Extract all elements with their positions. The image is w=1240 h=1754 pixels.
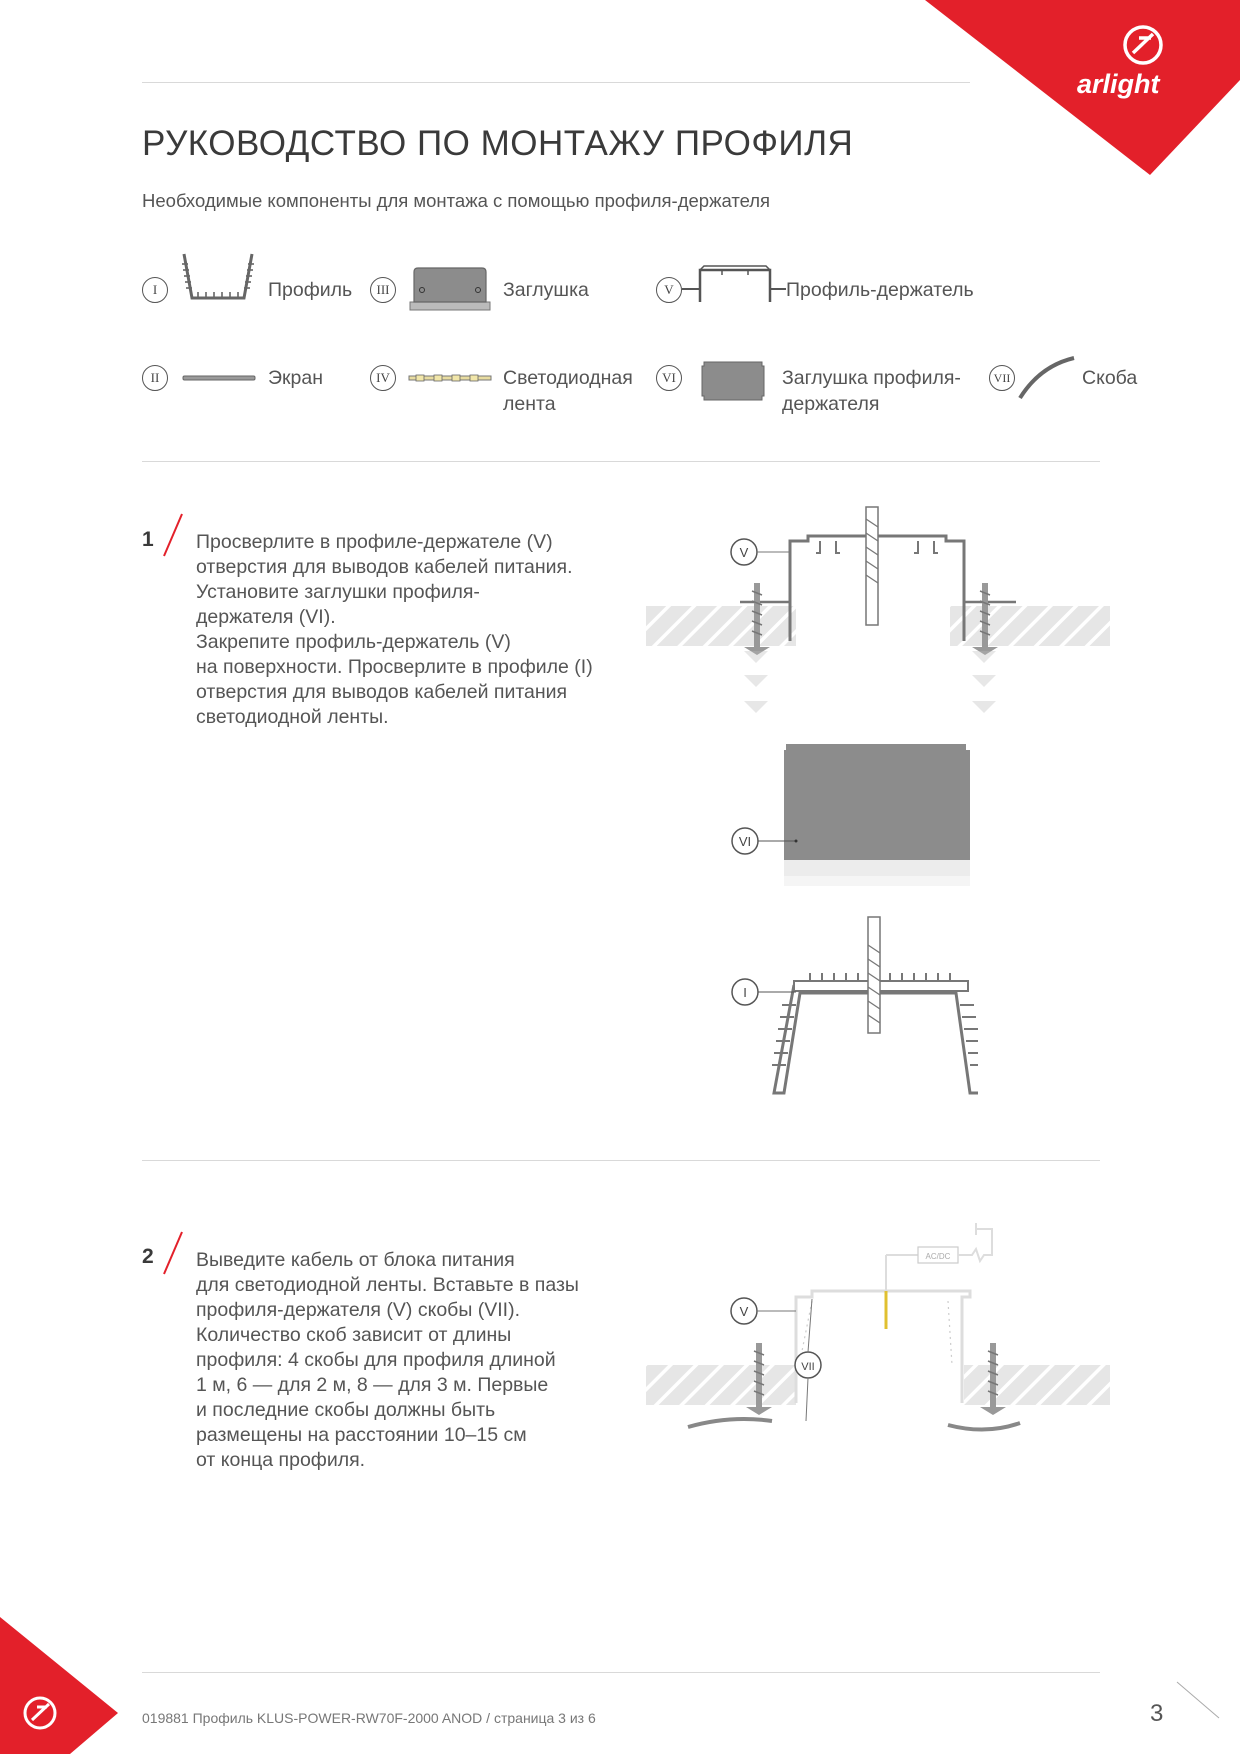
step-number: 2 — [142, 1245, 154, 1268]
page-title: РУКОВОДСТВО ПО МОНТАЖУ ПРОФИЛЯ — [142, 124, 854, 163]
svg-text:I: I — [743, 985, 747, 1000]
holder-mounting-diagram — [640, 505, 1110, 730]
screen-icon — [182, 374, 256, 382]
holder-profile-icon — [682, 262, 786, 308]
component-label: Заглушка профиля-держателя — [782, 367, 961, 415]
numeral-badge: VI — [656, 365, 682, 391]
page-number: 3 — [1150, 1700, 1164, 1727]
component-label: Светодиодная лента — [503, 367, 633, 415]
step-instructions: Просверлите в профиле-держателе (V) отверстия для выводов кабелей питания. Установите заглушки профиля- держателя (VI). Закрепите профиль-держатель (V) на поверхности. Просверлите в профиле (I) отверстия для выводов кабелей питания светодиодной ленты. — [196, 531, 593, 728]
svg-text:V: V — [739, 1304, 749, 1319]
page-corner-line-icon — [1175, 1680, 1225, 1720]
step-number: 1 — [142, 528, 154, 551]
numeral-badge: II — [142, 365, 168, 391]
bracket-install-diagram — [640, 1215, 1110, 1440]
numeral-badge: III — [370, 277, 396, 303]
arlight-logo[interactable] — [1075, 20, 1220, 105]
end-cap-icon — [408, 266, 492, 314]
component-label: Профиль — [268, 279, 353, 301]
header-rule — [142, 82, 970, 83]
footer-rule — [142, 1672, 1100, 1673]
led-strip-icon — [408, 372, 492, 386]
bracket-icon — [1016, 354, 1078, 402]
profile-drilling-diagram — [718, 915, 978, 1095]
profile-icon — [178, 252, 258, 304]
page-subtitle: Необходимые компоненты для монтажа с помощью профиля-держателя — [142, 190, 771, 211]
svg-text:AC/DC: AC/DC — [925, 1252, 951, 1261]
holder-cap-icon — [700, 358, 766, 402]
numeral-badge: V — [656, 277, 682, 303]
footer-document-info: 019881 Профиль KLUS-POWER-RW70F-2000 ANOD / страница 3 из 6 — [142, 1710, 596, 1726]
section-divider — [142, 461, 1100, 462]
component-label: Профиль-держатель — [786, 279, 974, 301]
numeral-badge: I — [142, 277, 168, 303]
component-label: Заглушка — [503, 279, 589, 301]
numeral-badge: IV — [370, 365, 396, 391]
svg-text:VI: VI — [738, 834, 752, 849]
step-slash-icon — [160, 512, 186, 558]
svg-text:V: V — [739, 545, 749, 560]
svg-text:VII: VII — [801, 1361, 815, 1373]
step-slash-icon — [160, 1230, 186, 1276]
logo-text: arlight — [1077, 69, 1160, 99]
component-label: Экран — [268, 367, 324, 389]
brand-corner-bottom — [0, 1617, 118, 1754]
component-label: Скоба — [1082, 367, 1138, 389]
step-instructions: Выведите кабель от блока питания для светодиодной ленты. Вставьте в пазы профиля-держателя (V) скобы (VII). Количество скоб зависит от длины профиля: 4 скобы для профиля длиной 1 м, 6 — для 2 м, 8 — для 3 м. Первые и последние скобы должны быть размещены на расстоянии 10–15 см от конца профиля. — [196, 1249, 579, 1471]
section-divider — [142, 1160, 1100, 1161]
numeral-badge: VII — [989, 365, 1015, 391]
holder-cap-diagram — [718, 740, 978, 890]
